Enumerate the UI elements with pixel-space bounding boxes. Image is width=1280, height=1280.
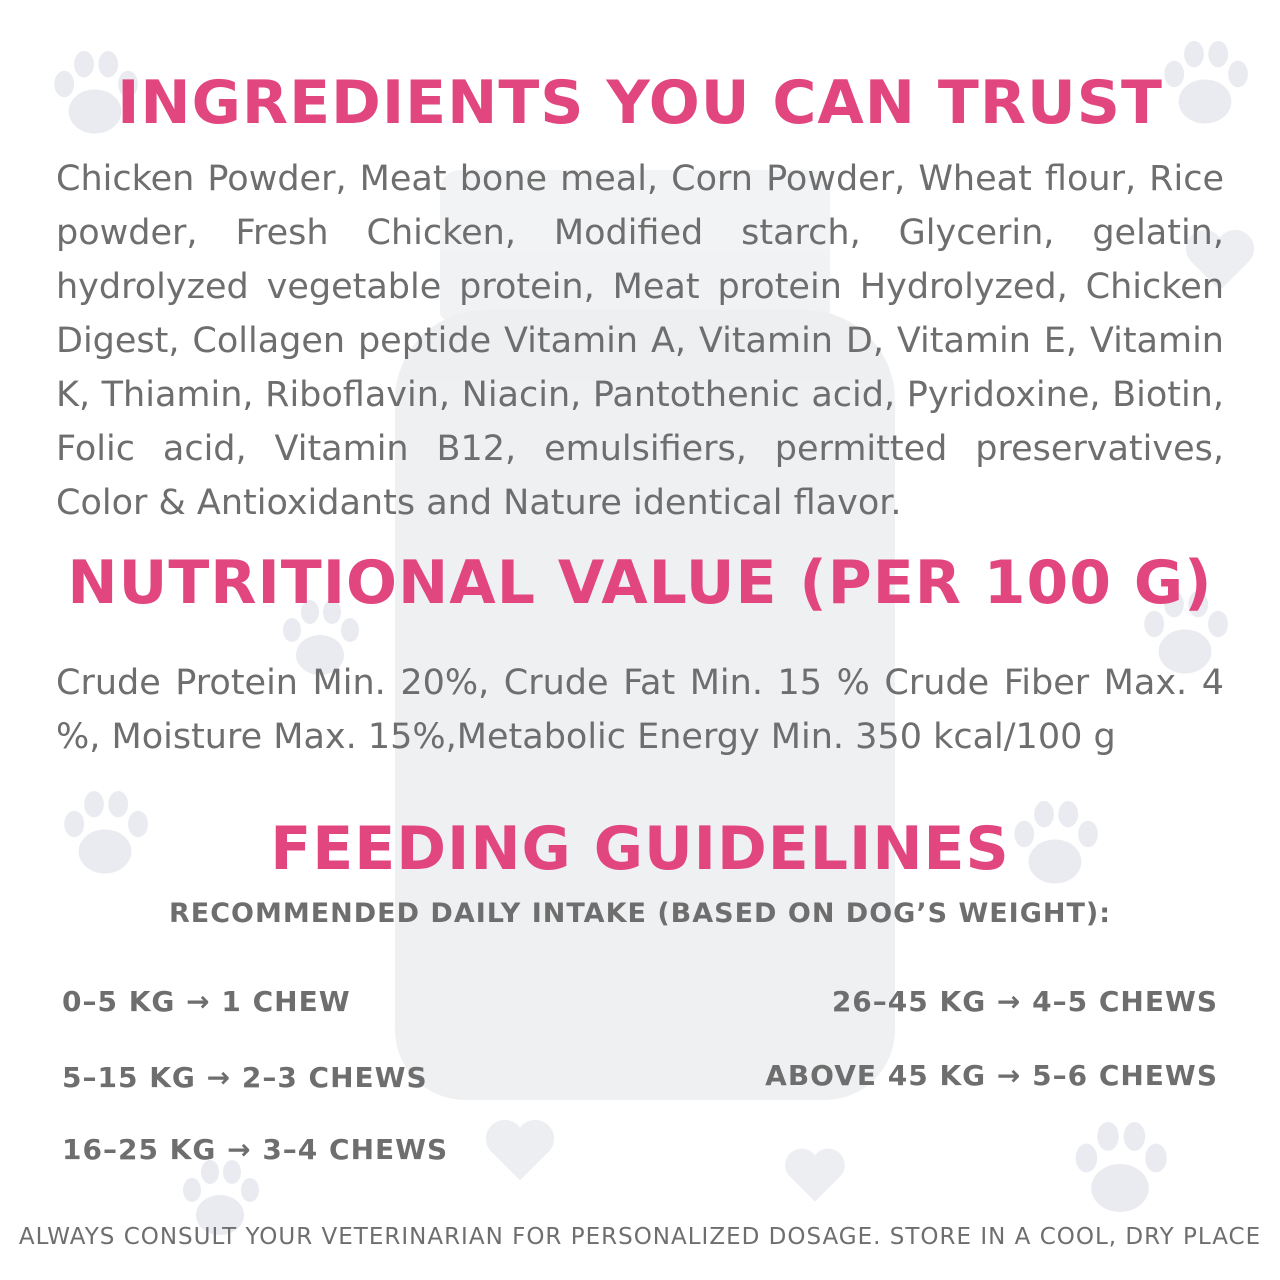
footer-note: ALWAYS CONSULT YOUR VETERINARIAN FOR PERSONALIZED DOSAGE. STORE IN A COOL, DRY PLACE <box>18 1224 1262 1250</box>
heart-icon <box>480 1110 560 1190</box>
dose-item: ABOVE 45 KG → 5–6 CHEWS <box>765 1059 1218 1092</box>
dose-item: 5–15 KG → 2–3 CHEWS <box>62 1061 428 1094</box>
ingredients-text: Chicken Powder, Meat bone meal, Corn Powder, Wheat flour, Rice powder, Fresh Chicken, Modified starch, Glycerin, gelatin, hydrolyzed vegetable protein, Meat protein Hydrolyzed, Chicken Digest, Collagen peptide Vitamin A, Vitamin D, Vitamin E, Vitamin K, Thiamin, Riboflavin, Niacin, Pantothenic acid, Pyridoxine, Biotin, Folic acid, Vitamin B12, emulsifiers, permitted preservatives, Color & Antioxidants and Nature identical flavor. <box>56 159 1224 523</box>
dose-item: 26–45 KG → 4–5 CHEWS <box>831 985 1218 1018</box>
feeding-title: FEEDING GUIDELINES <box>270 814 1010 884</box>
dose-item: 16–25 KG → 3–4 CHEWS <box>62 1133 449 1166</box>
nutrition-text: Crude Protein Min. 20%, Crude Fat Min. 15 % Crude Fiber Max. 4 %, Moisture Max. 15%,Metabolic Energy Min. 350 kcal/100 g <box>56 663 1224 757</box>
heart-icon <box>780 1140 850 1210</box>
nutrition-title: NUTRITIONAL VALUE (PER 100 G) <box>67 548 1213 618</box>
feeding-subtitle: RECOMMENDED DAILY INTAKE (BASED ON DOG’S WEIGHT): <box>168 898 1112 929</box>
dose-item: 0–5 KG → 1 CHEW <box>62 985 351 1018</box>
paw-icon <box>1060 1110 1180 1230</box>
ingredients-title: INGREDIENTS YOU CAN TRUST <box>117 68 1163 138</box>
